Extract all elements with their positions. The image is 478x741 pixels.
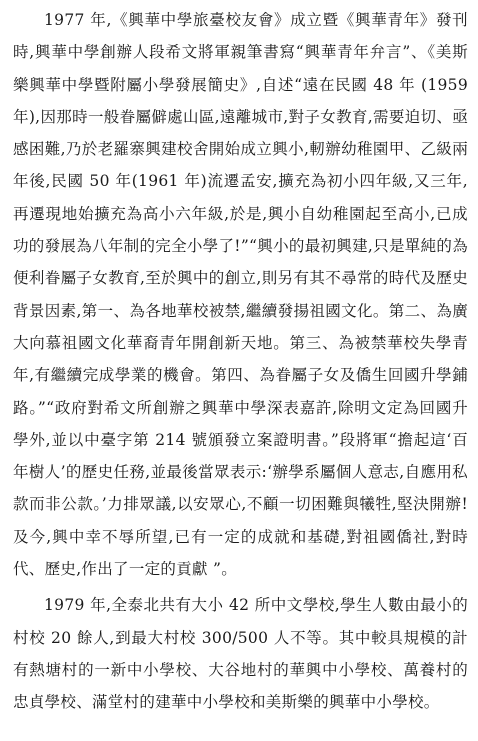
paragraph-1977-founding: 1977 年,《興華中學旅臺校友會》成立暨《興華青年》發刊時,興華中學創辦人段希文將軍親筆書寫“興華青年弁言”、《美斯樂興華中學暨附屬小學發展簡史》,自述“遠在民國 48 年 (1959 年),因那時一般眷屬僻處山區,遠離城市,對子女教育,需要迫切、亟感困難,乃於老羅寨興建校舍開始成立興小,軔辦幼稚園甲、乙級兩年後,民國 50 年(1961 年)流遷孟安,擴充為初小四年級,又三年,再遷現地始擴充為高小六年級,於是,興小自幼稚園起至高小,已成功的發展為八年制的完全小學了!”“興小的最初興建,只是單純的為便利眷屬子女教育,至於興中的創立,則另有其不尋常的時代及歷史背景因素,第一、為各地華校被禁,繼續發揚祖國文化。第二、為廣大向慕祖國文化華裔青年開創新天地。第三、為被禁華校失學青年,有繼續完成學業的機會。第四、為眷屬子女及僑生回國升學鋪路。”“政府對希文所創辦之興華中學深表嘉許,除明文定為回國升學外,並以中臺字第 214 號頒發立案證明書。”段將軍“擔起這‘百年樹人’的歷史任務,並最後當眾表示:‘辦學系屬個人意志,自應用私款而非公款。’力排眾議,以安眾心,不顧一切困難與犧牲,堅決開辦!及今,興中幸不辱所望,已有一定的成就和基礎,對祖國僑社,對時代、歷史,作出了一定的貢獻 ”。: [13, 11, 468, 579]
paragraph-1979-schools: 1979 年,全泰北共有大小 42 所中文學校,學生人數由最小的村校 20 餘人,到最大村校 300/500 人不等。其中較具規模的計有熱塘村的一新中小學校、大谷地村的華興中小學校、萬養村的忠貞學校、滿堂村的建華中小學校和美斯樂的興華中小學校。: [13, 596, 468, 712]
document-page: [13, 0, 468, 719]
